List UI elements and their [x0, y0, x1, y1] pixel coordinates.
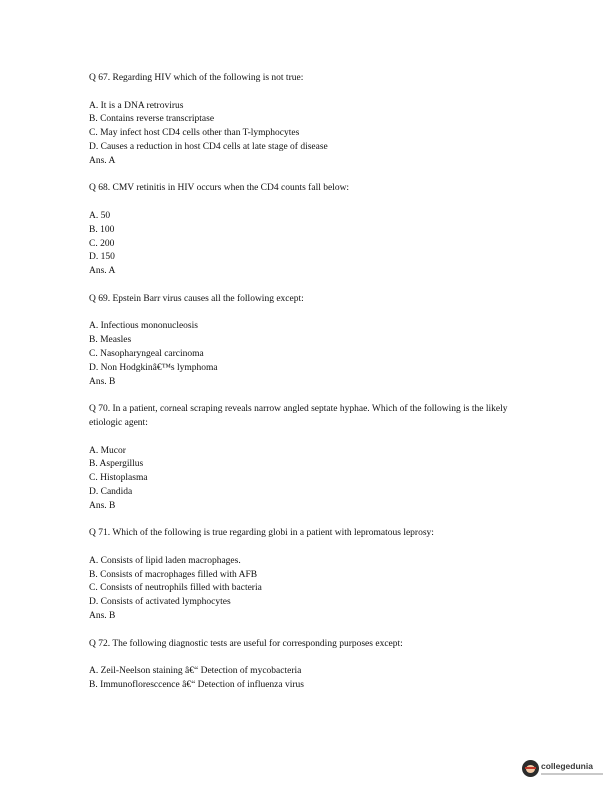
option-b: B. Contains reverse transcriptase: [89, 114, 215, 125]
answer: Ans. B: [89, 376, 116, 387]
option-b: B. Measles: [89, 335, 132, 346]
logo-tagline-line: [541, 773, 603, 775]
question-block: [89, 638, 529, 693]
answer: Ans. A: [89, 155, 116, 166]
option-a: A. Zeil-Neelson staining â€“ Detection of mycobacteria: [89, 666, 302, 677]
option-d: D. Non Hodgkinâ€™s lymphoma: [89, 362, 218, 373]
option-a: A. Infectious mononucleosis: [89, 321, 198, 332]
answer: Ans. B: [89, 611, 116, 622]
option-b: B. 100: [89, 224, 115, 235]
question-text: Q 69. Epstein Barr virus causes all the following except:: [89, 293, 304, 304]
question-text: Q 68. CMV retinitis in HIV occurs when the CD4 counts fall below:: [89, 183, 350, 194]
answer: Ans. A: [89, 266, 116, 277]
mascot-glasses-icon: [525, 767, 536, 769]
mascot-icon: [522, 760, 539, 777]
option-c: C. Nasopharyngeal carcinoma: [89, 348, 204, 359]
option-d: D. Causes a reduction in host CD4 cells at late stage of disease: [89, 141, 328, 152]
question-block: [89, 403, 529, 513]
option-c: C. 200: [89, 238, 115, 249]
collegedunia-logo[interactable]: [522, 756, 608, 786]
question-text: Q 71. Which of the following is true regarding globi in a patient with lepromatous leprosy:: [89, 528, 434, 539]
option-b: B. Consists of macrophages filled with AFB: [89, 569, 258, 580]
option-a: A. It is a DNA retrovirus: [89, 100, 184, 111]
option-b: B. Immunofloresccence â€“ Detection of influenza virus: [89, 680, 304, 691]
question-text: Q 72. The following diagnostic tests are useful for corresponding purposes except:: [89, 638, 403, 649]
question-text: Q 70. In a patient, corneal scraping reveals narrow angled septate hyphae. Which of the following is the likely etiologic agent:: [89, 404, 508, 428]
option-a: A. Mucor: [89, 445, 126, 456]
option-a: A. 50: [89, 210, 111, 221]
question-text: Q 67. Regarding HIV which of the following is not true:: [89, 73, 304, 83]
option-c: C. Histoplasma: [89, 473, 148, 484]
option-d: D. 150: [89, 252, 115, 263]
answer: Ans. B: [89, 500, 116, 511]
option-b: B. Aspergillus: [89, 459, 144, 470]
question-block: [89, 72, 529, 169]
question-block: [89, 527, 529, 624]
option-d: D. Candida: [89, 486, 133, 497]
question-block: [89, 182, 529, 279]
question-list: [89, 72, 529, 707]
option-c: C. May infect host CD4 cells other than T-lymphocytes: [89, 128, 300, 139]
logo-text: collegedunia: [541, 761, 593, 771]
option-d: D. Consists of activated lymphocytes: [89, 597, 231, 608]
question-block: [89, 293, 529, 390]
option-a: A. Consists of lipid laden macrophages.: [89, 555, 241, 566]
option-c: C. Consists of neutrophils filled with bacteria: [89, 583, 262, 594]
